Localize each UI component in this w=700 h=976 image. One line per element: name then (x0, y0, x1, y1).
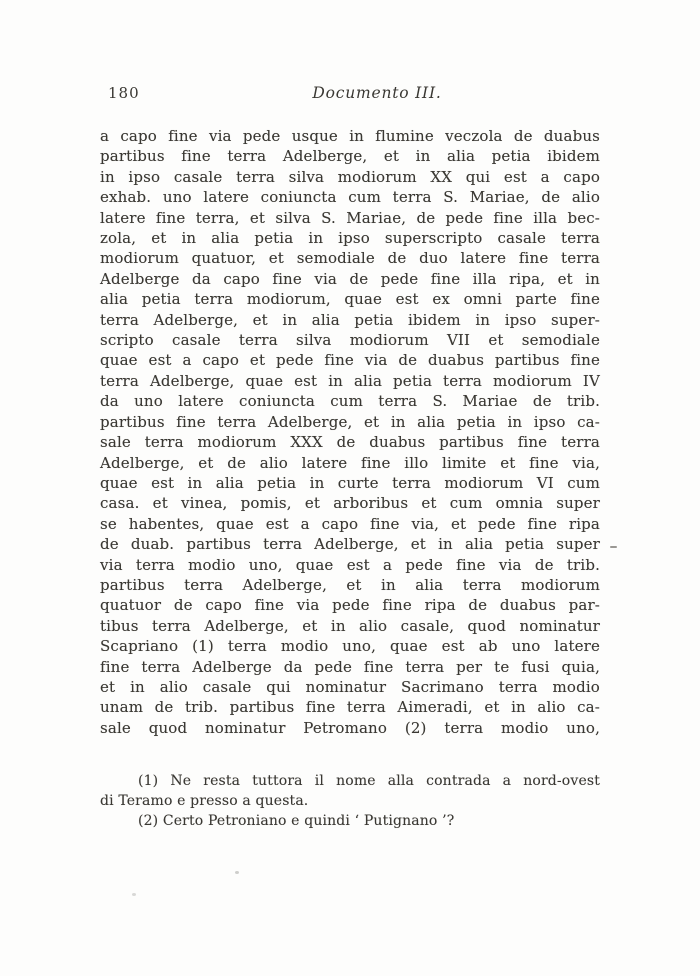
page-title: Documento III. (312, 84, 442, 102)
body-line: alia petia terra modiorum, quae est ex omni parte fine (100, 290, 600, 309)
body-line: latere fine terra, et silva S. Mariae, de pede fine illa bec- (100, 208, 600, 227)
scan-artifact-dash (610, 546, 617, 548)
body-line: Scapriano (1) terra modio uno, quae est ab uno latere (100, 637, 600, 656)
body-line: terra Adelberge, quae est in alia petia terra modiorum IV (100, 371, 600, 390)
body-line: modiorum quatuor, et semodiale de duo latere fine terra (100, 249, 600, 268)
body-line: fine terra Adelberge da pede fine terra per te fusi quia, (100, 657, 600, 676)
body-line: quae est in alia petia in curte terra modiorum VI cum (100, 473, 600, 492)
body-line: se habentes, quae est a capo fine via, et pede fine ripa (100, 514, 600, 533)
body-line: partibus fine terra Adelberge, et in alia petia ibidem (100, 147, 600, 166)
body-line: zola, et in alia petia in ipso superscripto casale terra (100, 229, 600, 248)
footnotes (100, 771, 600, 832)
body-line: tibus terra Adelberge, et in alio casale, quod nominatur (100, 616, 600, 635)
body-line: exhab. uno latere coniuncta cum terra S. Mariae, de alio (100, 188, 600, 207)
body-line: sale quod nominatur Petromano (2) terra modio uno, (100, 718, 600, 737)
scan-artifact-speck (235, 871, 239, 874)
body-line: scripto casale terra silva modiorum VII et semodiale (100, 331, 600, 350)
running-head (100, 84, 600, 106)
document-body (100, 126, 600, 738)
footnote-line: di Teramo e presso a questa. (100, 793, 309, 810)
body-line: partibus terra Adelberge, et in alia terra modiorum (100, 575, 600, 594)
body-line: da uno latere coniuncta cum terra S. Mariae de trib. (100, 392, 600, 411)
body-line: Adelberge, et de alio latere fine illo limite et fine via, (100, 453, 600, 472)
body-line: Adelberge da capo fine via de pede fine illa ripa, et in (100, 269, 600, 288)
body-line: et in alio casale qui nominatur Sacrimano terra modio (100, 677, 600, 696)
body-line: quae est a capo et pede fine via de duabus partibus fine (100, 351, 600, 370)
body-line: in ipso casale terra silva modiorum XX qui est a capo (100, 167, 600, 186)
body-line: partibus fine terra Adelberge, et in alia petia in ipso ca- (100, 412, 600, 431)
footnote-line: (1) Ne resta tuttora il nome alla contrada a nord-ovest (138, 773, 600, 789)
body-line: sale terra modiorum XXX de duabus partibus fine terra (100, 433, 600, 452)
body-line: unam de trib. partibus fine terra Aimeradi, et in alio ca- (100, 698, 600, 717)
body-line: a capo fine via pede usque in flumine veczola de duabus (100, 127, 600, 145)
body-line: via terra modio uno, quae est a pede fine via de trib. (100, 555, 600, 574)
body-line: casa. et vinea, pomis, et arboribus et cum omnia super (100, 494, 600, 513)
body-line: quatuor de capo fine via pede fine ripa de duabus par- (100, 596, 600, 615)
footnote-line: (2) Certo Petroniano e quindi ‘ Putignano ’? (138, 813, 455, 830)
page-number: 180 (108, 84, 140, 102)
body-line: terra Adelberge, et in alia petia ibidem in ipso super- (100, 310, 600, 329)
scan-artifact-speck (132, 893, 136, 896)
body-line: de duab. partibus terra Adelberge, et in alia petia super (100, 535, 600, 554)
